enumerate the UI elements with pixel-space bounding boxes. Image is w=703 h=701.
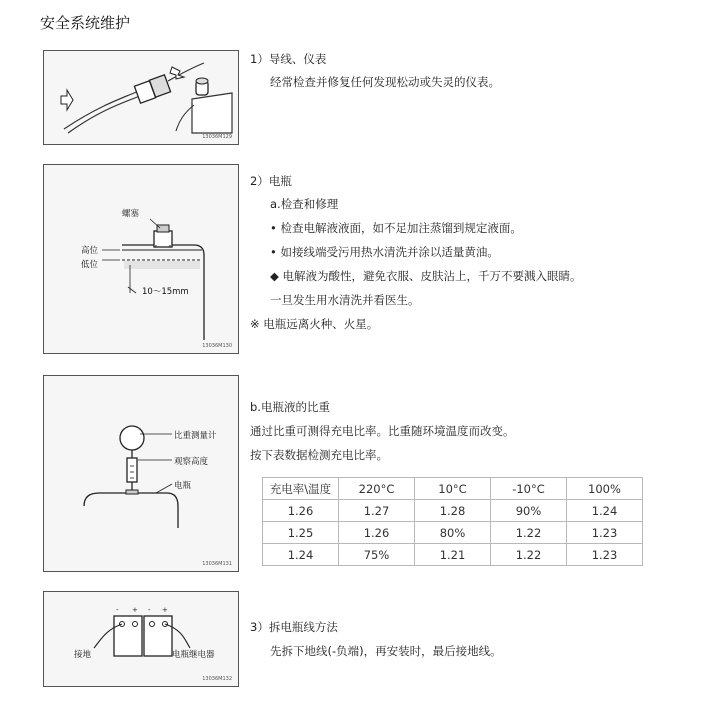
ground-label: 接地 [74, 650, 92, 660]
wire-gauge-illustration [43, 50, 239, 145]
observe-level-label: 观察高度 [174, 457, 209, 467]
section2b-line2: 按下表数据检测充电比率。 [250, 448, 388, 462]
table-cell: 90% [491, 500, 567, 522]
table-row [263, 500, 643, 522]
section2-sub-a: a.检查和修理 [270, 197, 339, 211]
section2-heading: 2）电瓶 [250, 174, 292, 188]
table-cell: 1.26 [263, 500, 339, 522]
table-cell: 1.23 [567, 544, 643, 566]
svg-text:-: - [116, 606, 119, 614]
table-header-cell: 100% [567, 478, 643, 500]
table-header-cell: 充电率\温度 [263, 478, 339, 500]
hydrometer-illustration [43, 375, 239, 572]
table-cell: 1.24 [263, 544, 339, 566]
page-title: 安全系统维护 [40, 14, 131, 32]
cap-label: 螺塞 [122, 209, 140, 219]
svg-text:+: + [162, 606, 168, 614]
battery-label: 电瓶 [174, 481, 192, 491]
section1-body: 经常检查并修复任何发现松动或失灵的仪表。 [270, 75, 500, 89]
section3-heading: 3）拆电瓶线方法 [250, 620, 338, 634]
high-level-label: 高位 [81, 246, 99, 256]
section2b-heading: b.电瓶液的比重 [250, 400, 330, 414]
table-header-cell: 220°C [339, 478, 415, 500]
charge-rate-table [262, 477, 643, 566]
table-cell: 1.26 [339, 522, 415, 544]
wire-connector-drawing [44, 51, 239, 145]
table-row [263, 544, 643, 566]
section3-body: 先拆下地线(-负端)，再安装时，最后接地线。 [270, 644, 502, 658]
svg-text:+: + [132, 606, 138, 614]
table-cell: 1.21 [415, 544, 491, 566]
section2-bullet-3: ◆ 电解液为酸性，避免衣服、皮肤沾上，千万不要溅入眼睛。 [270, 269, 582, 283]
section1-heading: 1）导线、仪表 [250, 52, 327, 66]
battery-relay-drawing [44, 592, 239, 687]
range-label: 10～15mm [142, 287, 189, 297]
figure-code: 13036M132 [202, 676, 232, 682]
table-header-row [263, 478, 643, 500]
svg-text:-: - [148, 606, 151, 614]
battery-cable-illustration [43, 591, 239, 687]
table-header-cell: 10°C [415, 478, 491, 500]
table-cell: 1.23 [567, 522, 643, 544]
table-cell: 80% [415, 522, 491, 544]
table-cell: 1.22 [491, 544, 567, 566]
section2b-line1: 通过比重可测得充电比率。比重随环境温度而改变。 [250, 424, 515, 438]
low-level-label: 低位 [81, 260, 99, 270]
battery-section-drawing [44, 165, 239, 354]
section2-follow: 一旦发生用水清洗并看医生。 [270, 293, 420, 307]
battery-electrolyte-illustration [43, 164, 239, 354]
hydrometer-drawing [44, 376, 239, 572]
figure-code: 13036M131 [202, 561, 232, 567]
table-cell: 1.22 [491, 522, 567, 544]
table-cell: 1.28 [415, 500, 491, 522]
hydrometer-label: 比重测量计 [174, 431, 217, 441]
table-cell: 75% [339, 544, 415, 566]
table-cell: 1.27 [339, 500, 415, 522]
section2-bullet-1: • 检查电解液液面，如不足加注蒸馏到规定液面。 [270, 221, 522, 235]
relay-label: 电瓶继电器 [172, 650, 215, 660]
section2-note: ※ 电瓶远离火种、火星。 [250, 317, 379, 331]
table-cell: 1.25 [263, 522, 339, 544]
section2-bullet-2: • 如接线端受污用热水清洗并涂以适量黄油。 [270, 245, 499, 259]
table-cell: 1.24 [567, 500, 643, 522]
figure-code: 13036M130 [202, 343, 232, 349]
table-header-cell: -10°C [491, 478, 567, 500]
table-row [263, 522, 643, 544]
figure-code: 13036M129 [202, 134, 232, 140]
